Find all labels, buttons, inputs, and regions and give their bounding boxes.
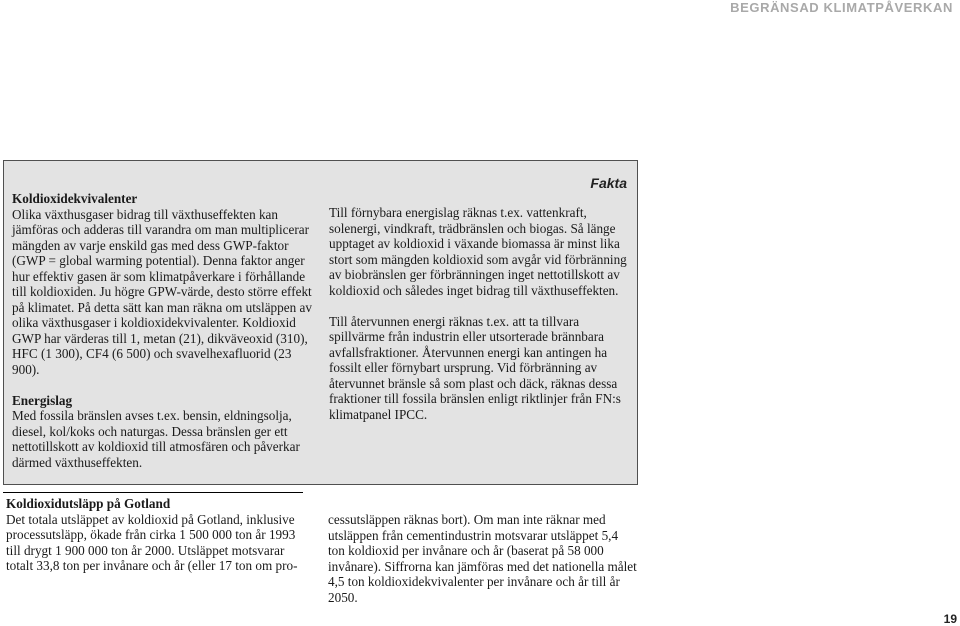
fakta-right-column — [329, 205, 634, 422]
paragraph-energislag: Med fossila bränslen avses t.ex. bensin, eldningsolja, diesel, kol/koks och naturgas. Dessa bränslen ger ett nettotillskott av koldioxid till atmosfären och påverkar därmed växthuseffekten. — [12, 408, 300, 470]
heading-energislag: Energislag — [12, 392, 73, 408]
paragraph-koldioxidekvivalenter: Olika växthusgaser bidrag till växthuseffekten kan jämföras och adderas till varandra om man multiplicerar mängden av varje enskild gas med dess GWP-faktor (GWP = global warming potential). Denna faktor anger hur effektiv gasen är som klimatpåverkare i förhållande till koldioxiden. Ju högre GPW-värde, desto större effekt på klimatet. På detta sätt kan man räkna om utsläppen av olika växthusgaser i koldioxidekvivalenter. Koldioxid GWP har värderas till 1, metan (21), dikväveoxid (310), HFC (1 300), CF4 (6 500) och svavelhexafluorid (23 900). — [12, 206, 312, 377]
page-number: 19 — [943, 612, 957, 626]
fakta-label: Fakta — [590, 175, 627, 191]
fakta-box — [3, 160, 638, 485]
fakta-left-column — [12, 191, 312, 470]
paragraph-gotland-right: cessutsläppen räknas bort). Om man inte räknar med utsläppen från cementindustrin motsvarar utsläppet 5,4 ton koldioxid per invånare och år (baserat på 58 000 invånare). Siffrorna kan jämföras med det nationella målet 4,5 ton koldioxidekvivalenter per invånare och år till år 2050. — [328, 512, 637, 605]
gotland-left-column — [6, 496, 306, 574]
section-divider — [3, 492, 303, 493]
paragraph-fornybara: Till förnybara energislag räknas t.ex. vattenkraft, solenergi, vindkraft, trädbränslen och biogas. Så länge upptaget av koldioxid i växande biomassa är minst lika stort som mängden koldioxid som avgår vid förbränning av biobränslen ger förbränningen inget nettotillskott av koldioxid och således inget bidrag till växthuseffekten. — [329, 205, 627, 298]
heading-koldioxidekvivalenter: Koldioxidekvivalenter — [12, 191, 138, 206]
running-header: BEGRÄNSAD KLIMATPÅVERKAN — [730, 0, 953, 15]
paragraph-gotland-left: Det totala utsläppet av koldioxid på Gotland, inklusive processutsläpp, ökade från cirka 1 500 000 ton år 1993 till drygt 1 900 000 ton år 2000. Utsläppet motsvarar totalt 33,8 ton per invånare och år (eller 17 ton om pro- — [6, 511, 298, 573]
gotland-right-column — [328, 512, 638, 605]
paragraph-atervunnen: Till återvunnen energi räknas t.ex. att ta tillvara spillvärme från industrin eller utsorterade brännbara avfallsfraktioner. Återvunnen energi kan antingen ha fossilt eller förnybart ursprung. Vid förbränning av återvunnet bränsle så som plast och däck, räknas dessa fraktioner till fossila bränslen enligt riktlinjer från FN:s klimatpanel IPCC. — [329, 313, 621, 422]
heading-gotland: Koldioxidutsläpp på Gotland — [6, 496, 171, 511]
